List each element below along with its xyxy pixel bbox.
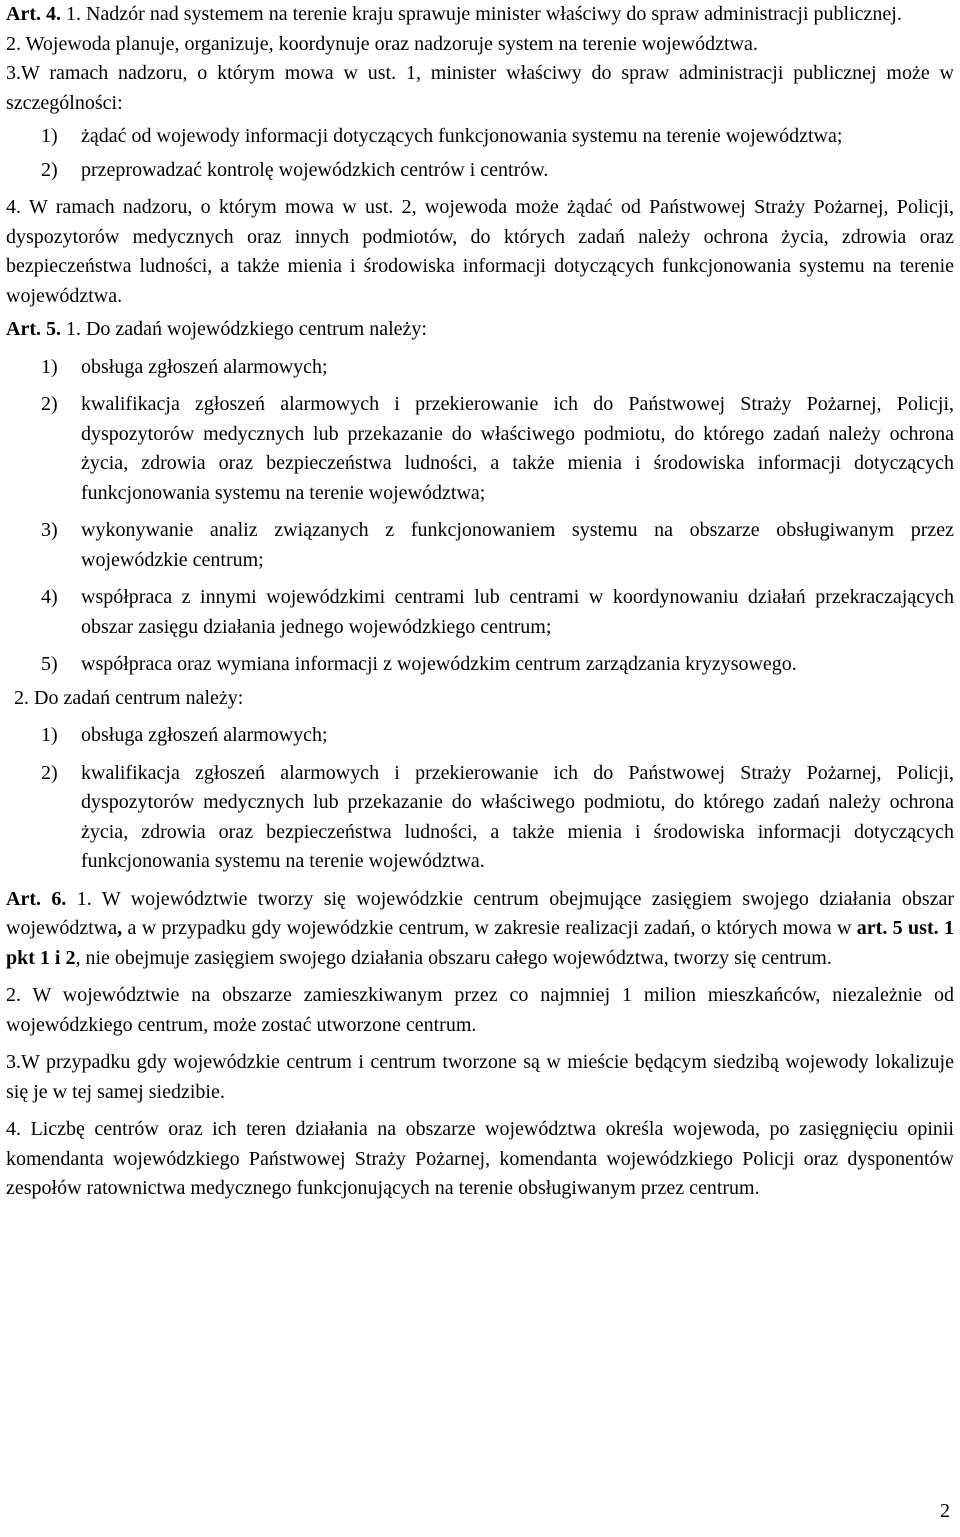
art4-para-4: 4. W ramach nadzoru, o którym mowa w ust. 2, wojewoda może żądać od Państwowej Straży Pożarnej, Policji, dyspozytorów medycznych oraz innych podmiotów, do których zadań należy ochrona życia, zdrowia oraz bezpieczeństwa ludności, a także mienia i środowiska informacji dotyczących funkcjonowania systemu na terenie województwa. — [6, 196, 954, 307]
art4-para-1: Art. 4. 1. Nadzór nad systemem na terenie kraju sprawuje minister właściwy do spraw administracji publicznej. — [6, 3, 902, 25]
list-item: 5) współpraca oraz wymiana informacji z wojewódzkim centrum zarządzania kryzysowego. — [41, 653, 797, 675]
art5-para-1: Art. 5. 1. Do zadań wojewódzkiego centrum należy: — [6, 318, 427, 340]
list-item: 2) kwalifikacja zgłoszeń alarmowych i przekierowanie ich do Państwowej Straży Pożarnej, Policji, dyspozytorów medycznych lub przekazanie do właściwego podmiotu, do którego zadań należy ochrona życia, zdrowia oraz bezpieczeństwa ludności, a także mienia i środowiska informacji dotyczących funkcjonowania systemu na terenie województwa. — [41, 761, 954, 872]
art5-para-2: 2. Do zadań centrum należy: — [14, 686, 244, 709]
art4-para-3: 3.W ramach nadzoru, o którym mowa w ust. 1, minister właściwy do spraw administracji publicznej może w szczególności: — [6, 62, 954, 114]
list-item: 2) kwalifikacja zgłoszeń alarmowych i przekierowanie ich do Państwowej Straży Pożarnej, Policji, dyspozytorów medycznych lub przekazanie do właściwego podmiotu, do którego zadań należy ochrona życia, zdrowia oraz bezpieczeństwa ludności, a także mienia i środowiska informacji dotyczących funkcjonowania systemu na terenie województwa; — [41, 393, 954, 504]
list-item: 2) przeprowadzać kontrolę wojewódzkich centrów i centrów. — [41, 158, 549, 181]
art5-para-2-list — [6, 721, 954, 877]
art6-para-4: 4. Liczbę centrów oraz ich teren działania na obszarze województwa określa wojewoda, po zasięgnięciu opinii komendanta wojewódzkiego Państwowej Straży Pożarnej, komendanta wojewódzkiego Policji oraz dysponentów zespołów ratownictwa medycznego funkcjonujących na terenie obsługiwanym przez centrum. — [6, 1118, 954, 1199]
art6-reference: art. 5 ust. 1 pkt 1 i 2 — [6, 917, 954, 969]
list-item: 1) obsługa zgłoszeń alarmowych; — [41, 724, 328, 746]
page-number: 2 — [940, 1500, 950, 1522]
art5-para-1-list — [6, 353, 954, 680]
art6-para-2: 2. W województwie na obszarze zamieszkiwanym przez co najmniej 1 milion mieszkańców, niezależnie od wojewódzkiego centrum, może zostać utworzone centrum. — [6, 984, 954, 1036]
list-item: 4) współpraca z innymi wojewódzkimi centrami lub centrami w koordynowaniu działań przekraczających obszar zasięgu działania jednego wojewódzkiego centrum; — [41, 586, 954, 638]
art4-para-2: 2. Wojewoda planuje, organizuje, koordynuje oraz nadzoruje system na terenie województwa. — [6, 32, 758, 55]
document-page — [6, 0, 954, 1204]
art4-para-3-list — [6, 122, 954, 185]
art5-heading: Art. 5. — [6, 318, 61, 340]
art6-para-3: 3.W przypadku gdy wojewódzkie centrum i centrum tworzone są w mieście będącym siedzibą wojewody lokalizuje się je w tej samej siedzibie. — [6, 1051, 954, 1103]
list-item: 1) żądać od wojewody informacji dotyczących funkcjonowania systemu na terenie województwa; — [41, 125, 843, 147]
art6-heading: Art. 6. — [6, 887, 67, 910]
list-item: 3) wykonywanie analiz związanych z funkcjonowaniem systemu na obszarze obsługiwanym przez wojewódzkie centrum; — [41, 519, 954, 571]
art6-para-1: Art. 6. 1. W województwie tworzy się wojewódzkie centrum obejmujące zasięgiem swojego działania obszar województwa, a w przypadku gdy wojewódzkie centrum, w zakresie realizacji zadań, o których mowa w art. 5 ust. 1 pkt 1 i 2, nie obejmuje zasięgiem swojego działania obszaru całego województwa, tworzy się centrum. — [6, 887, 955, 969]
list-item: 1) obsługa zgłoszeń alarmowych; — [41, 355, 328, 378]
art4-heading: Art. 4. — [6, 3, 61, 25]
